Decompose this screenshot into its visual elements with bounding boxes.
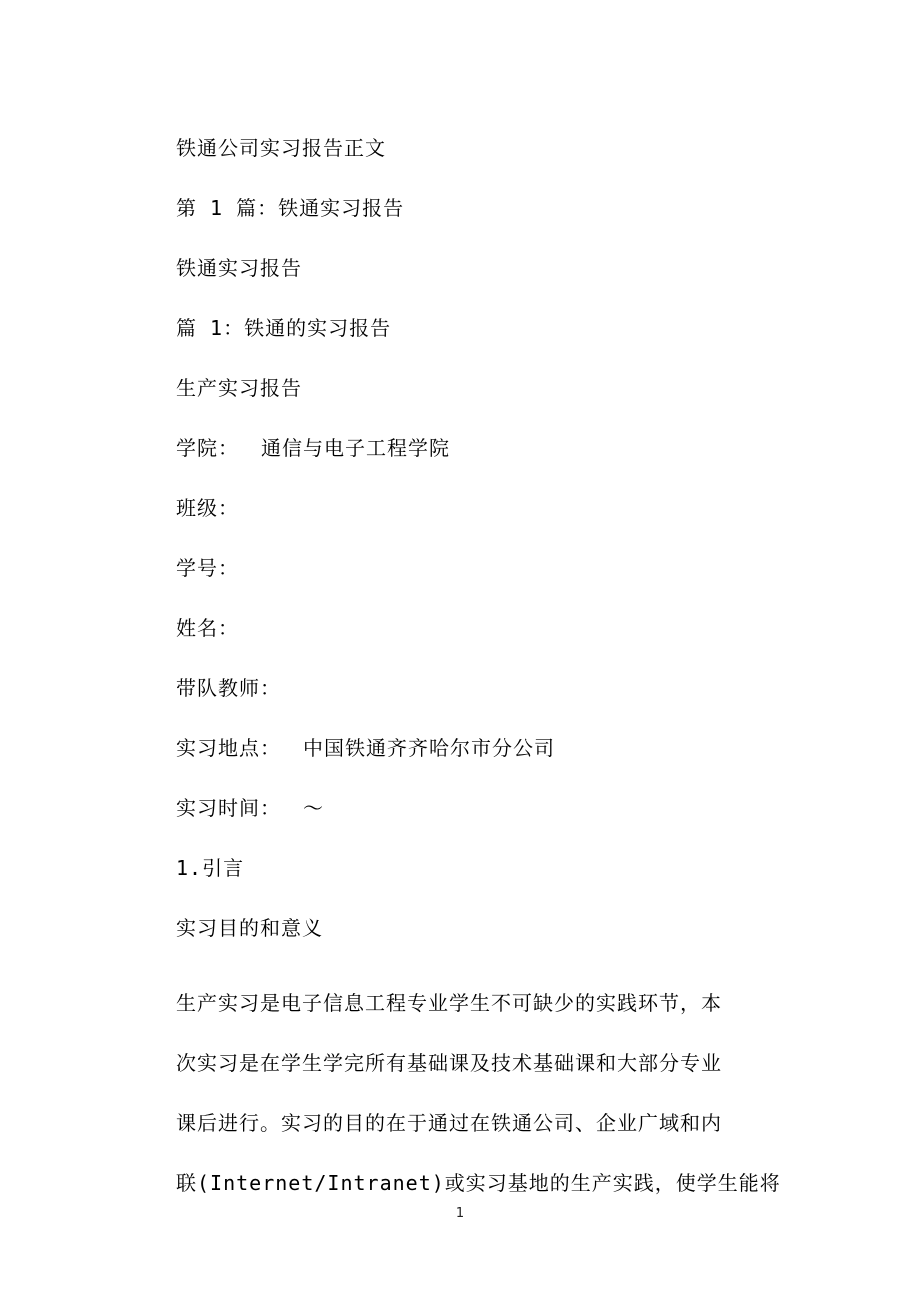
purpose-heading: 实习目的和意义 [176,916,323,940]
time-value: ～ [303,796,324,820]
teacher-row [176,673,281,703]
paragraph-line: 课后进行。实习的目的在于通过在铁通公司、企业广域和内 [176,1111,722,1135]
paragraph-line: 生产实习是电子信息工程专业学生不可缺少的实践环节，本 [176,991,722,1015]
chapter-heading: 第 1 篇：铁通实习报告 [176,196,405,220]
time-label: 实习时间： [176,796,281,820]
teacher-label: 带队教师： [176,676,281,700]
time-row [176,793,324,823]
report-type: 生产实习报告 [176,376,302,400]
college-row [176,433,450,463]
paragraph-line: 次实习是在学生学完所有基础课及技术基础课和大部分专业 [176,1051,722,1075]
class-label: 班级： [176,496,239,520]
intro-heading: 1.引言 [176,856,245,880]
section-heading: 篇 1：铁通的实习报告 [176,316,392,340]
report-subtitle: 铁通实习报告 [176,256,302,280]
student-id-label: 学号： [176,556,239,580]
location-label: 实习地点： [176,736,281,760]
location-value: 中国铁通齐齐哈尔市分公司 [303,736,555,760]
body-paragraph [176,973,781,1213]
page-number: 1 [455,1206,465,1221]
college-value: 通信与电子工程学院 [261,436,450,460]
paragraph-line: 联(Internet/Intranet)或实习基地的生产实践，使学生能将 [176,1171,781,1195]
college-label: 学院： [176,436,239,460]
name-label: 姓名： [176,616,239,640]
document-title: 铁通公司实习报告正文 [176,136,386,160]
student-id-row [176,553,239,583]
name-row [176,613,239,643]
class-row [176,493,239,523]
location-row [176,733,555,763]
